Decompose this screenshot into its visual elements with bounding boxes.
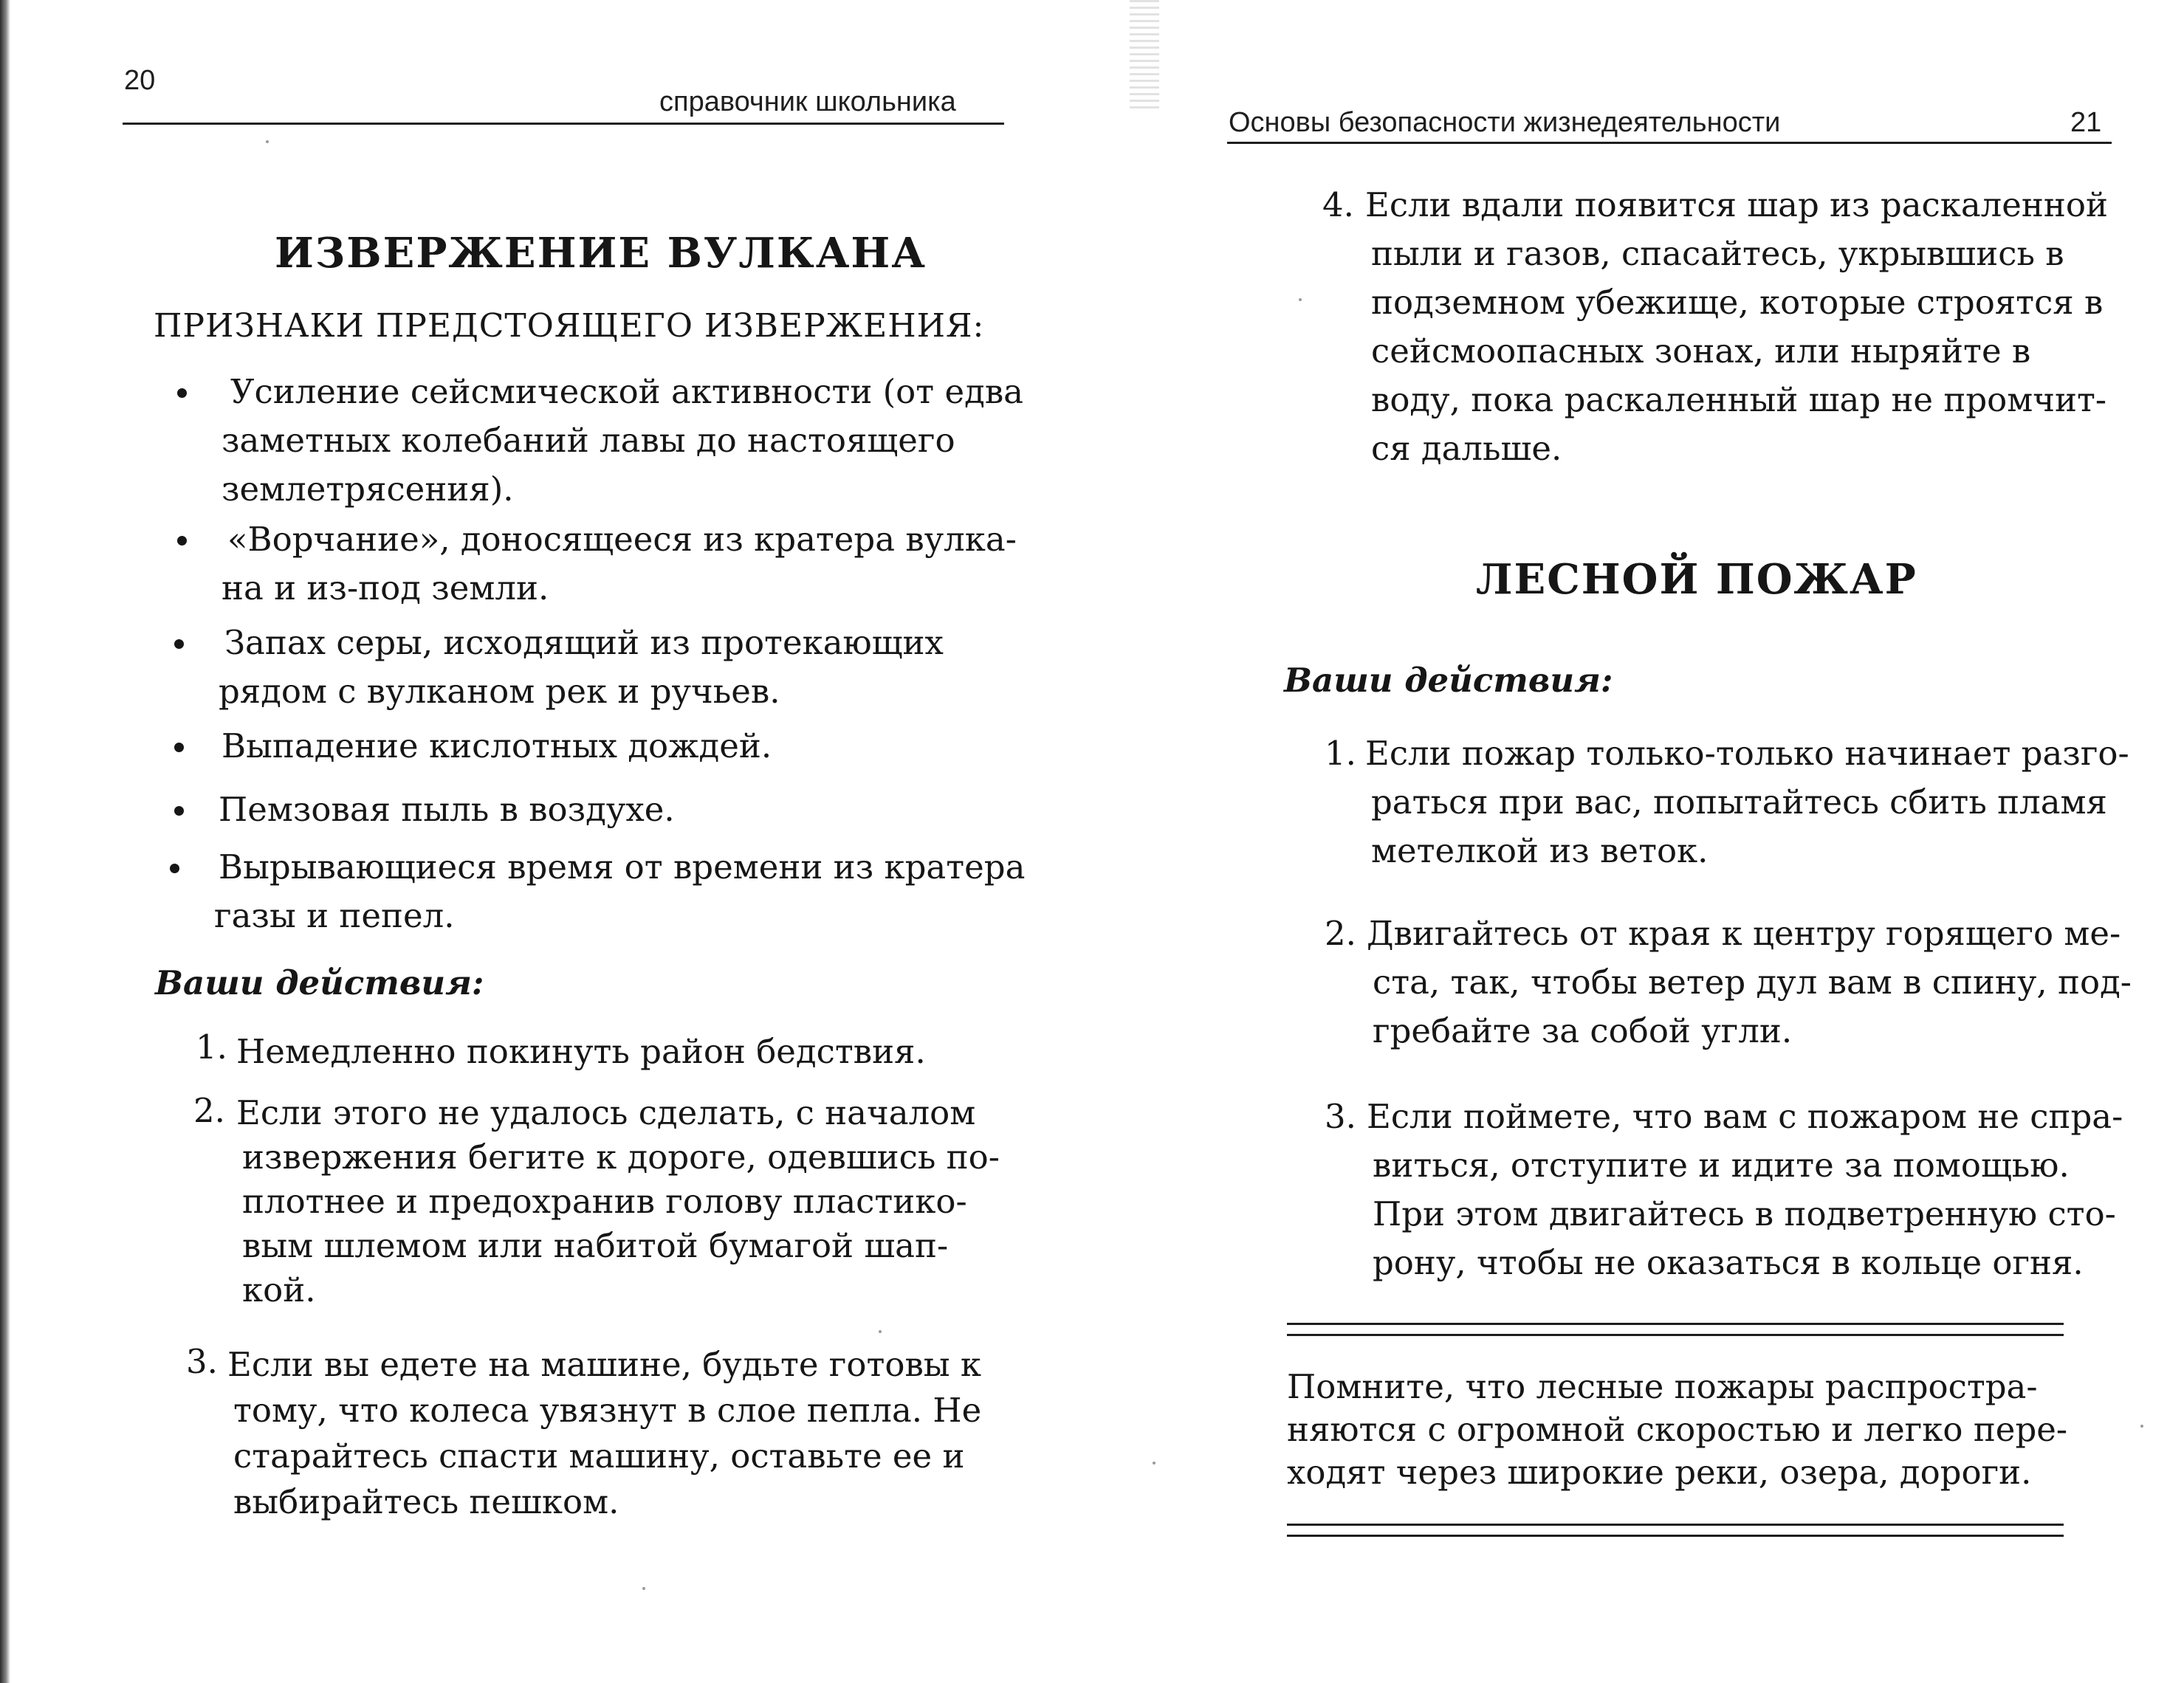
section-title: ИЗВЕРЖЕНИЕ ВУЛКАНА [275,229,927,278]
bullet-icon [177,536,187,545]
bullet-icon [177,388,187,398]
list-item: Если пожар только-только начинает разго- раться при вас, попытайтесь сбить пламя метелкой из веток. [1365,734,2129,870]
list-item: Выпадение кислотных дождей. [222,726,772,765]
list-item: Запах серы, исходящий из протекающих рядом с вулканом рек и ручьев. [219,623,944,711]
scan-speck [2140,1425,2143,1428]
header-rule [123,123,1004,125]
actions-label: Ваши действия: [1284,661,1613,700]
list-item: Если этого не удалось сделать, с началом извержения бегите к дороге, одевшись по- плотнее и предохранив голову пластико- вым шлемом или набитой бумагой шап- кой. [236,1093,1000,1309]
list-item: Немедленно покинуть район бедствия. [236,1032,926,1071]
bullet-icon [174,639,184,649]
bullet-icon [170,864,179,873]
item-number: 4. [1322,185,1354,224]
bullet-icon [174,743,184,752]
note-box: Помните, что лесные пожары распростра- няются с огромной скоростью и легко пере- ходят через широкие реки, озера, дороги. [1287,1367,2068,1492]
list-item: Пемзовая пыль в воздухе. [219,790,675,829]
item-number: 3. [186,1342,218,1381]
list-item: Если вы едете на машине, будьте готовы к тому, что колеса увязнут в слое пепла. Не старайтесь спасти машину, оставьте ее и выбирайтесь пешком. [227,1345,982,1521]
bullet-icon [174,806,184,816]
item-number: 2. [1325,914,1356,953]
section-subtitle: ПРИЗНАКИ ПРЕДСТОЯЩЕГО ИЗВЕРЖЕНИЯ: [154,307,985,345]
page-number: 21 [2070,107,2102,138]
scan-speck [266,140,269,143]
note-bottom-rule [1287,1524,2064,1537]
right-page [1092,0,2184,1683]
section-title: ЛЕСНОЙ ПОЖАР [1476,555,1917,604]
item-number: 3. [1325,1097,1356,1136]
list-item: Если поймете, что вам с пожаром не спра- виться, отступите и идите за помощью. При этом двигайтесь в подветренную сто- рону, чтобы не оказаться в кольце огня. [1367,1097,2123,1282]
page-number: 20 [124,65,156,96]
scan-speck [879,1330,882,1333]
scan-speck [1153,1462,1155,1465]
header-rule [1227,142,2112,144]
scan-speck [1299,298,1302,301]
list-item: Двигайтесь от края к центру горящего ме- ста, так, чтобы ветер дул вам в спину, под- гребайте за собой угли. [1367,914,2132,1050]
running-title: Основы безопасности жизнедеятельности [1229,107,1781,138]
item-number: 2. [193,1091,225,1130]
list-item: Вырывающиеся время от времени из кратера газы и пепел. [214,847,1026,935]
running-title: справочник школьника [659,86,956,117]
item-number: 1. [1325,734,1356,773]
list-item: Усиление сейсмической активности (от едва заметных колебаний лавы до настоящего землетрясения). [222,372,1023,509]
scan-speck [642,1587,645,1590]
list-item: Если вдали появится шар из раскаленной пыли и газов, спасайтесь, укрывшись в подземном убежище, которые строятся в сейсмоопасных зонах, или ныряйте в воду, пока раскаленный шар не промчит- ся дальше. [1365,185,2108,468]
actions-label: Ваши действия: [155,963,484,1002]
item-number: 1. [196,1028,227,1067]
note-top-rule [1287,1323,2064,1336]
list-item: «Ворчание», доносящееся из кратера вулка- на и из-под земли. [222,520,1017,608]
